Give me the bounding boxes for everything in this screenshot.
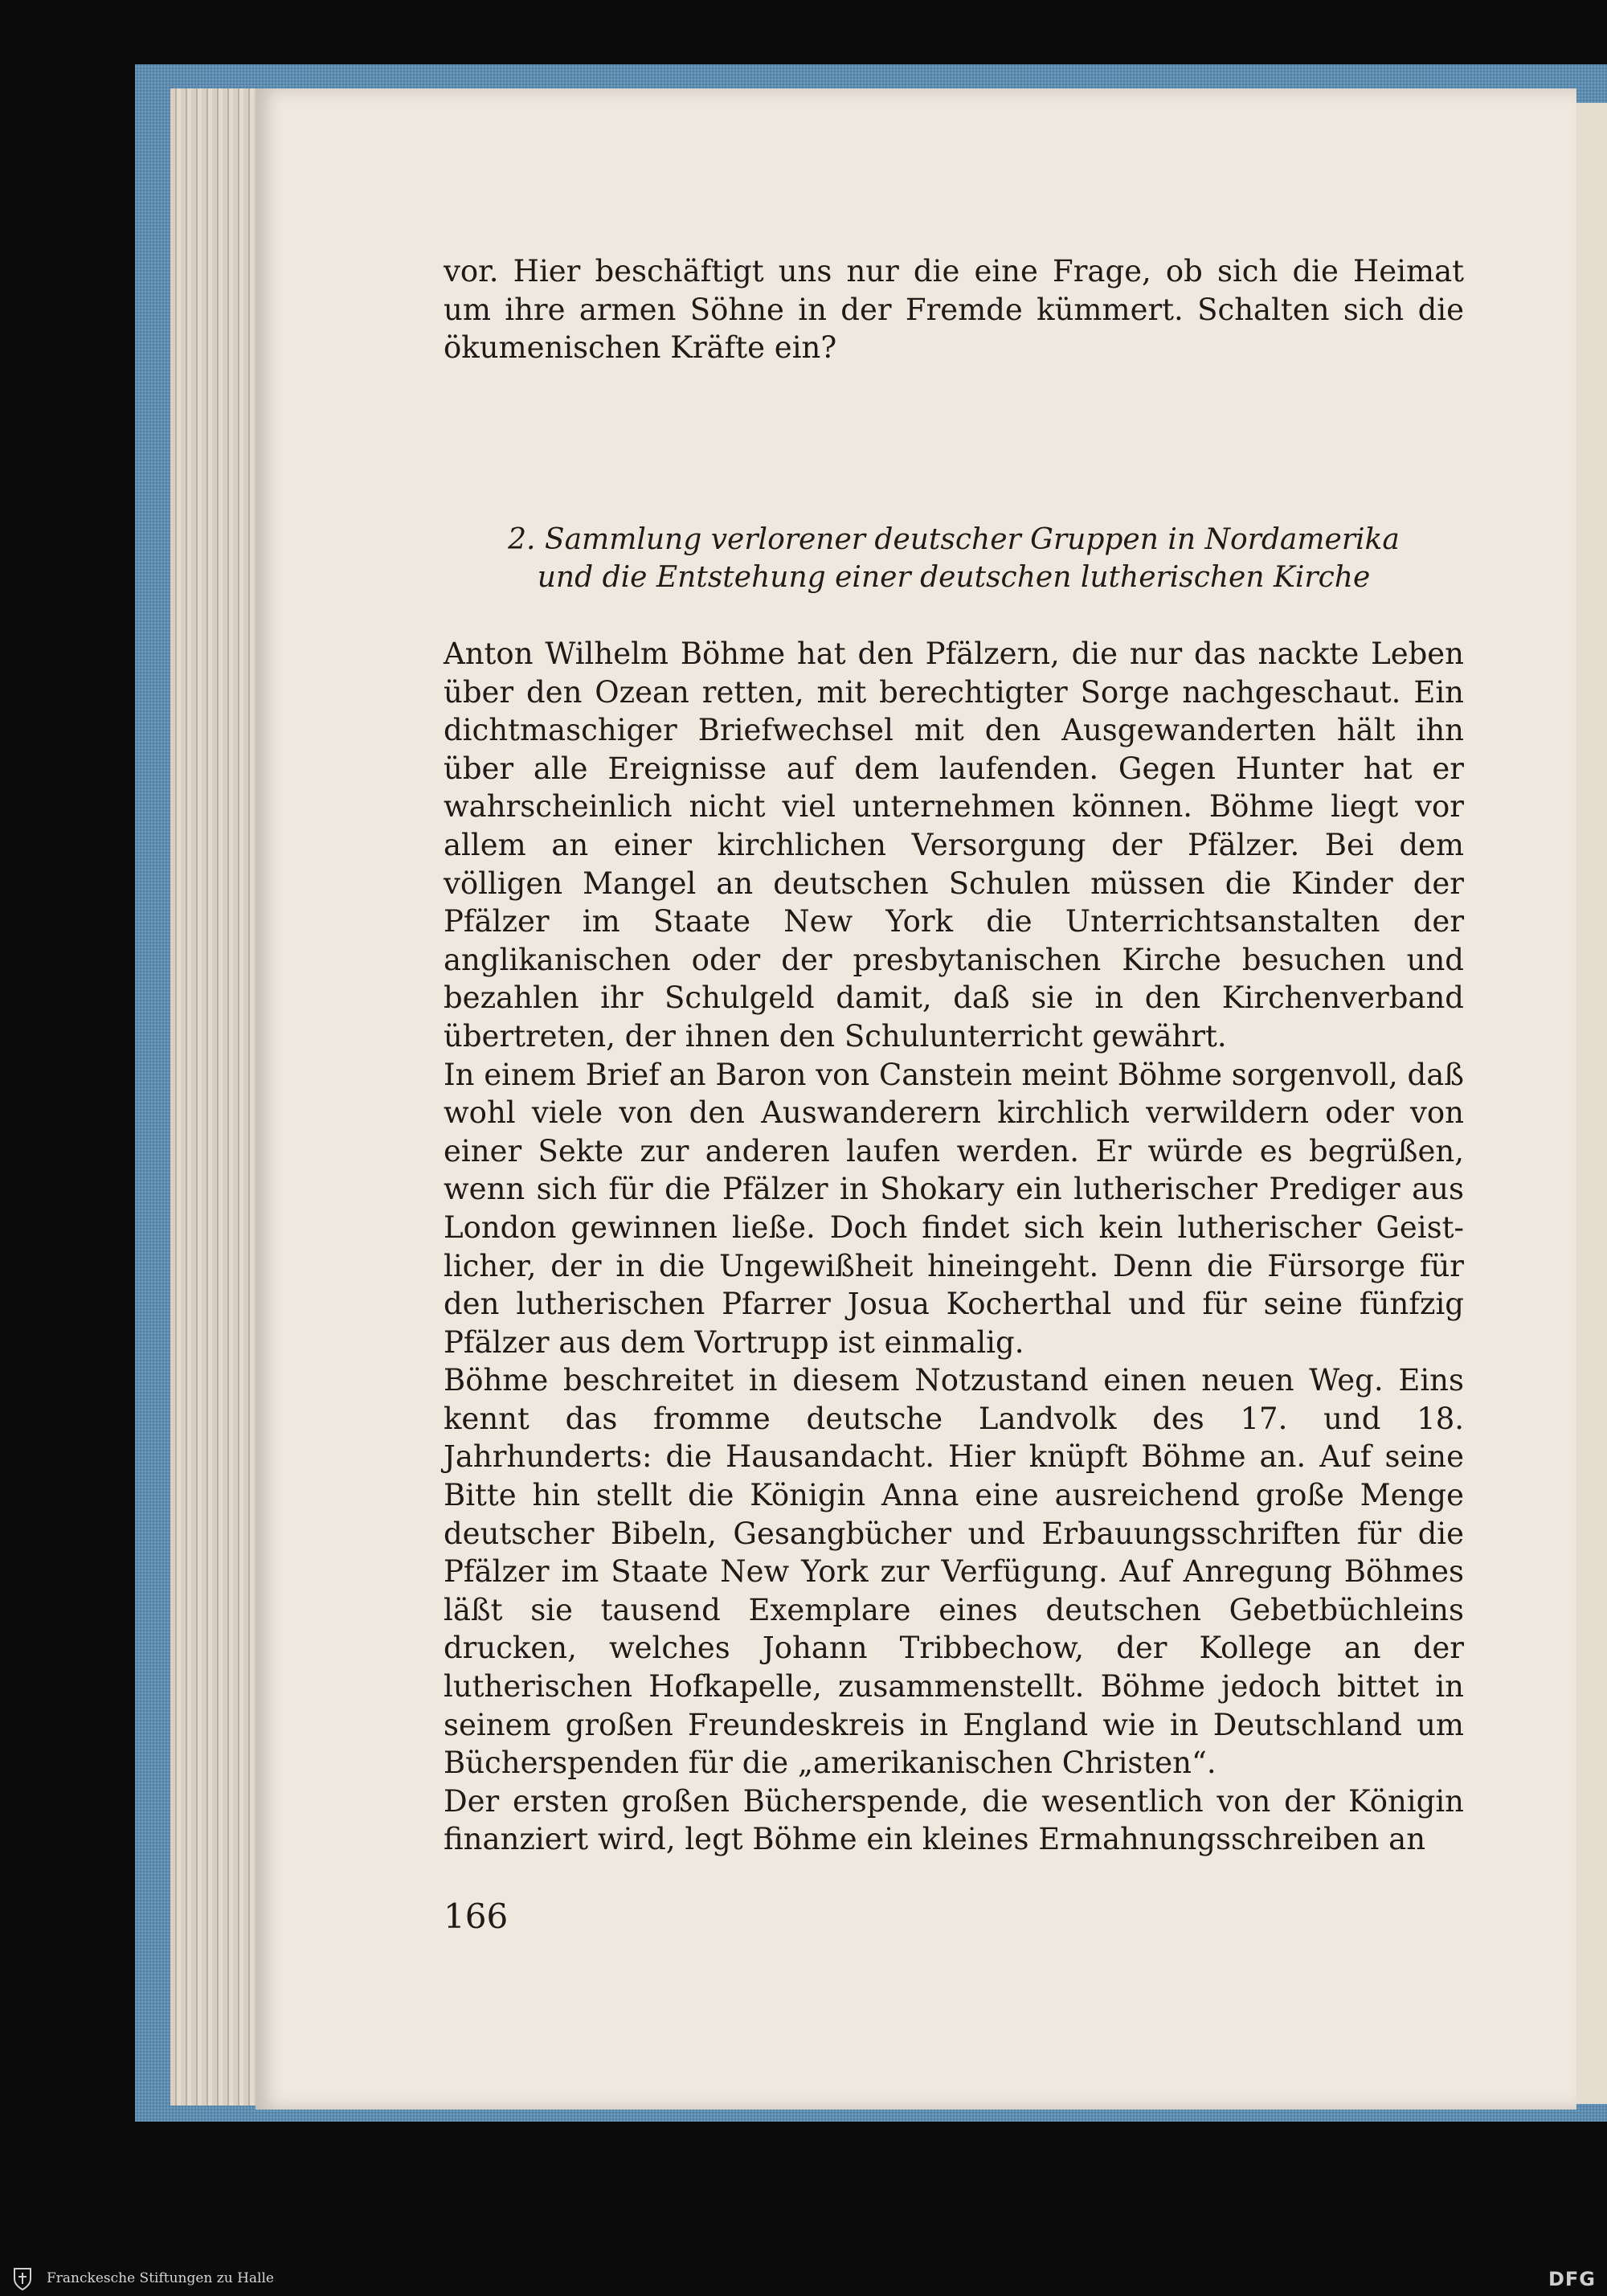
section-heading-line-2: und die Entstehung einer deutschen lutherischen Kirche xyxy=(537,561,1371,594)
paragraph: Böhme beschreitet in diesem Notzustand einen neuen Weg. Eins kennt das fromme deutsche Landvolk des 17. und 18. Jahrhunderts: die Hausandacht. Hier knüpft Böhme an. Auf seine Bitte hin stellt die Königin Anna eine ausreichend große Menge deutscher Bibeln, Gesangbücher und Erbauungsschriften für die Pfälzer im Staate New York zur Verfügung. Auf Anregung Böhmes läßt sie tausend Exemplare eines deutschen Gebetbüchleins drucken, welches Johann Tribbechow, der Kollege an der lutherischen Hofkapelle, zusammenstellt. Böhme jedoch bittet in seinem großen Freundeskreis in England wie in Deutschland um Bücherspenden für die „amerikanischen Christen“. xyxy=(444,1363,1464,1781)
body-text xyxy=(444,635,1464,1859)
crest-icon xyxy=(11,2266,34,2292)
intro-paragraph: vor. Hier beschäftigt uns nur die eine Frage, ob sich die Heimat um ihre armen Söhne in der Fremde kümmert. Schalten sich die ökumenischen Kräfte ein? xyxy=(444,254,1464,366)
section-heading xyxy=(444,521,1464,596)
facing-page-edge xyxy=(1576,103,1607,2104)
footer-bar xyxy=(0,2263,1607,2296)
page-number: 166 xyxy=(444,1897,509,1936)
paragraph: Der ersten großen Bücherspende, die wesentlich von der Königin finanziert wird, legt Böhme ein kleines Ermahnungsschreiben an xyxy=(444,1783,1464,1857)
paragraph: In einem Brief an Baron von Canstein meint Böhme sorgenvoll, daß wohl viele von den Auswanderern kirchlich verwildern oder von einer Sekte zur anderen laufen werden. Er würde es begrüßen, wenn sich für die Pfälzer in Shokary ein lutherischer Prediger aus London gewinnen ließe. Doch findet sich kein lutherischer Geistlicher, der in die Ungewißheit hineingeht. Denn die Fürsorge für den lutherischen Pfarrer Josua Kocherthal und für seine fünfzig Pfälzer aus dem Vortrupp ist einmalig. xyxy=(444,1057,1464,1360)
paragraph: Anton Wilhelm Böhme hat den Pfälzern, die nur das nackte Leben über den Ozean retten, mit berechtigter Sorge nachgeschaut. Ein dichtmaschiger Briefwechsel mit den Ausgewanderten hält ihn über alle Ereignisse auf dem laufenden. Gegen Hunter hat er wahrscheinlich nicht viel unternehmen können. Böhme liegt vor allem an einer kirchlichen Versorgung der Pfälzer. Bei dem völligen Mangel an deutschen Schulen müssen die Kinder der Pfälzer im Staate New York die Unterrichtsanstalten der anglikanischen oder der presbytanischen Kirche besuchen und bezahlen ihr Schulgeld damit, daß sie in den Kirchenverband übertreten, der ihnen den Schulunterricht gewährt. xyxy=(444,636,1464,1054)
section-heading-line-1: 2. Sammlung verlorener deutscher Gruppen in Nordamerika xyxy=(508,523,1400,556)
dfg-logo: DFG xyxy=(1548,2268,1596,2290)
intro-paragraph-block xyxy=(444,252,1464,367)
institution-name: Franckesche Stiftungen zu Halle xyxy=(47,2270,274,2286)
page-edges xyxy=(170,88,257,2106)
